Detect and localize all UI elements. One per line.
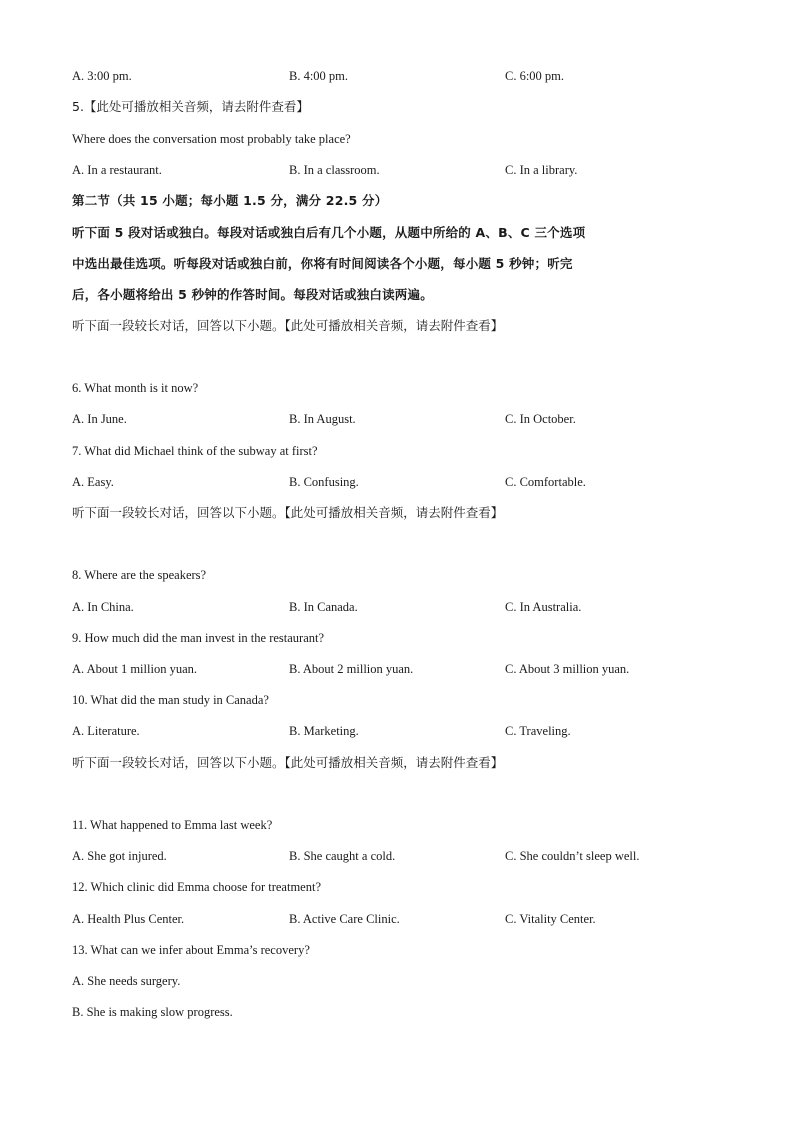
q6-option-c[interactable]: C. In October. [505,412,576,426]
q11-option-a[interactable]: A. She got injured. [72,849,167,863]
q8-option-b[interactable]: B. In Canada. [289,600,358,614]
q9-option-c[interactable]: C. About 3 million yuan. [505,662,630,676]
q12-option-c[interactable]: C. Vitality Center. [505,912,596,926]
q5-audio-note: 5.【此处可播放相关音频，请去附件查看】 [72,99,309,114]
q13-question: 13. What can we infer about Emma’s recovery? [72,943,310,957]
q5-option-a[interactable]: A. In a restaurant. [72,163,162,177]
q4-option-b[interactable]: B. 4:00 pm. [289,69,349,83]
section2-instruction-line1: 听下面 5 段对话或独白。每段对话或独白后有几个小题，从题中所给的 A、B、C 三个选项 [72,225,586,240]
q9-question: 9. How much did the man invest in the restaurant? [72,631,325,645]
q5-question: Where does the conversation most probably take place? [72,132,351,146]
q6-question: 6. What month is it now? [72,381,199,395]
group2-intro: 听下面一段较长对话，回答以下小题。【此处可播放相关音频，请去附件查看】 [72,505,504,520]
section2-heading: 第二节（共 15 小题；每小题 1.5 分，满分 22.5 分） [72,193,388,208]
q11-option-c[interactable]: C. She couldn’t sleep well. [505,849,640,863]
q8-option-a[interactable]: A. In China. [72,600,134,614]
q13-option-a[interactable]: A. She needs surgery. [72,974,181,988]
section2-instruction-line3: 后，各小题将给出 5 秒钟的作答时间。每段对话或独白读两遍。 [72,287,433,302]
q11-option-b[interactable]: B. She caught a cold. [289,849,396,863]
q13-option-b[interactable]: B. She is making slow progress. [72,1005,233,1019]
q6-option-a[interactable]: A. In June. [72,412,127,426]
q6-option-b[interactable]: B. In August. [289,412,356,426]
section2-instruction-line2: 中选出最佳选项。听每段对话或独白前，你将有时间阅读各个小题，每小题 5 秒钟；听完 [72,256,573,271]
q10-option-c[interactable]: C. Traveling. [505,724,571,738]
q12-option-b[interactable]: B. Active Care Clinic. [289,912,400,926]
q7-question: 7. What did Michael think of the subway at first? [72,444,318,458]
q7-option-c[interactable]: C. Comfortable. [505,475,586,489]
q8-question: 8. Where are the speakers? [72,568,207,582]
q10-option-a[interactable]: A. Literature. [72,724,140,738]
q10-option-b[interactable]: B. Marketing. [289,724,359,738]
q10-question: 10. What did the man study in Canada? [72,693,269,707]
q12-question: 12. Which clinic did Emma choose for treatment? [72,880,321,894]
q4-option-c[interactable]: C. 6:00 pm. [505,69,565,83]
q9-option-b[interactable]: B. About 2 million yuan. [289,662,414,676]
group1-intro: 听下面一段较长对话，回答以下小题。【此处可播放相关音频，请去附件查看】 [72,318,504,333]
q4-option-a[interactable]: A. 3:00 pm. [72,69,132,83]
q9-option-a[interactable]: A. About 1 million yuan. [72,662,197,676]
q5-option-b[interactable]: B. In a classroom. [289,163,380,177]
q7-option-a[interactable]: A. Easy. [72,475,114,489]
q12-option-a[interactable]: A. Health Plus Center. [72,912,185,926]
q11-question: 11. What happened to Emma last week? [72,818,273,832]
q7-option-b[interactable]: B. Confusing. [289,475,359,489]
group3-intro: 听下面一段较长对话，回答以下小题。【此处可播放相关音频，请去附件查看】 [72,755,504,770]
q8-option-c[interactable]: C. In Australia. [505,600,582,614]
q5-option-c[interactable]: C. In a library. [505,163,578,177]
